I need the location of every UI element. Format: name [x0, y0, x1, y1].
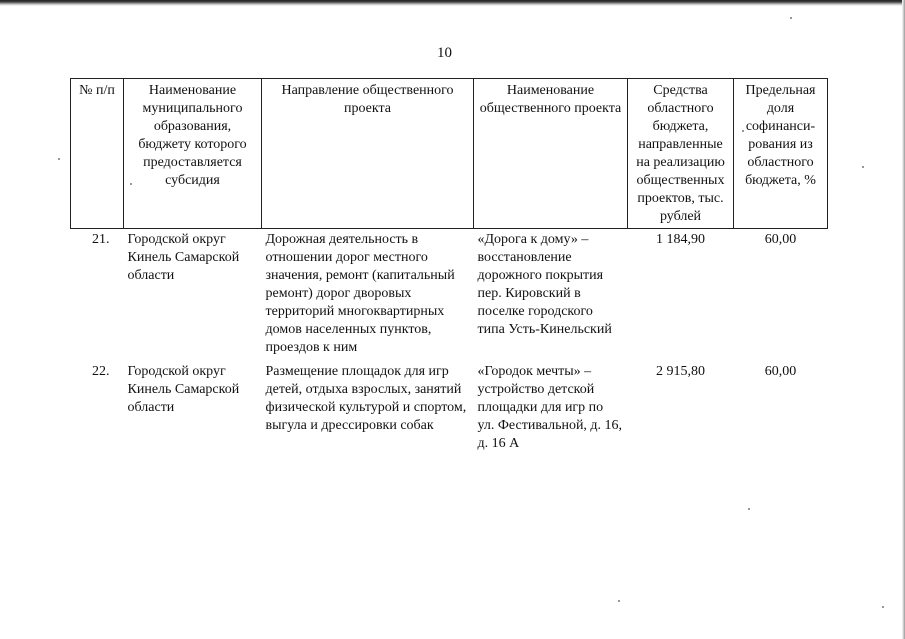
header-municipality: Наименование муниципального образования, бюджету которого предоставляется субсидия [124, 79, 262, 229]
row-direction: Размещение площадок для игр детей, отдыха взрослых, занятий физической культурой и спортом, выгула и дрессировки собак [265, 364, 467, 433]
header-direction: Направление общественного проекта [262, 79, 474, 229]
row-project: «Дорога к дому» – восстановление дорожного покрытия пер. Кировский в поселке городского типа Усть-Кинельский [477, 232, 612, 337]
header-number: № п/п [71, 79, 124, 229]
scan-speck [882, 606, 884, 608]
scan-edge-top [0, 0, 905, 6]
row-funds: 1 184,90 [656, 232, 705, 247]
row-direction: Дорожная деятельность в отношении дорог местного значения, ремонт (капитальный ремонт) дорог дворовых территорий многоквартирных домов населенных пунктов, проездов к ним [265, 232, 455, 355]
header-funds: Средства областного бюджета, направленные на реализацию общественных проектов, тыс. рублей [628, 79, 734, 229]
header-project: Наименование общественного проекта [474, 79, 628, 229]
row-project: «Городок мечты» – устройство детской площадки для игр по ул. Фестивальной, д. 16, д. 16 А [477, 364, 623, 451]
subsidy-table [70, 78, 828, 457]
scan-speck [790, 17, 792, 19]
page-number: 10 [437, 45, 452, 61]
row-number: 22. [92, 364, 110, 379]
row-municipality: Городской округ Кинель Самарской области [127, 232, 240, 283]
table-row [71, 229, 828, 362]
table-header-row [71, 79, 828, 229]
scan-speck [748, 508, 750, 510]
scan-speck [618, 600, 620, 602]
header-share: Предельная доля софинанси-рования из областного бюджета, % [734, 79, 828, 229]
row-share: 60,00 [764, 364, 797, 379]
scan-speck [742, 130, 744, 132]
scan-speck [58, 158, 60, 160]
row-share: 60,00 [764, 232, 797, 247]
row-number: 21. [92, 232, 110, 247]
table-row [71, 361, 828, 457]
row-municipality: Городской округ Кинель Самарской области [127, 364, 240, 415]
scan-speck [130, 183, 132, 185]
scan-speck [862, 166, 864, 168]
row-funds: 2 915,80 [656, 364, 705, 379]
